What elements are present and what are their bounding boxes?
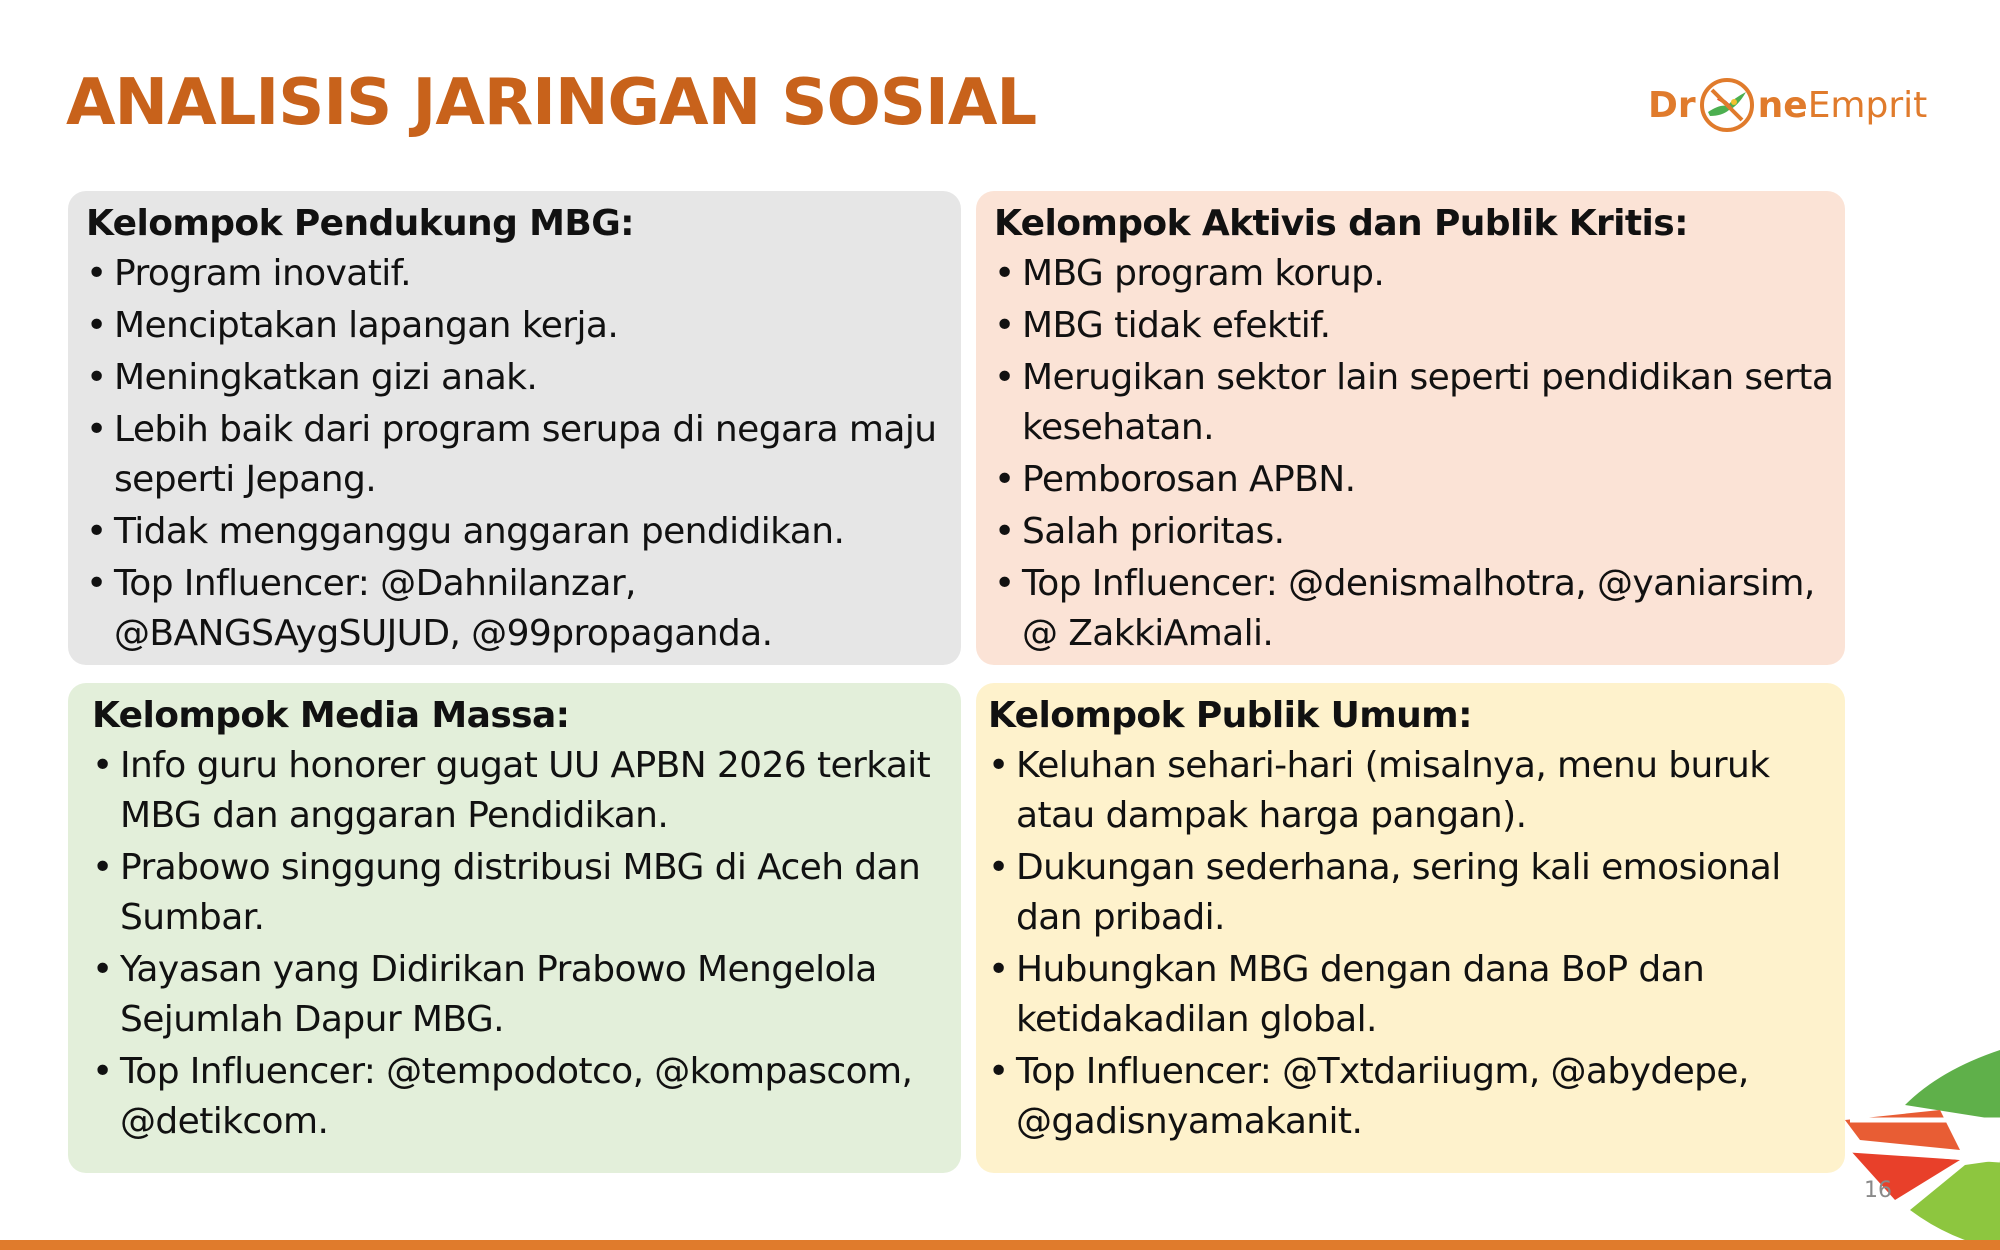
list-item: • MBG tidak efektif. [994, 301, 1839, 351]
bullet-list-public [988, 741, 1839, 1147]
list-item: • Prabowo singgung distribusi MBG di Aceh dan Sumbar. [92, 843, 955, 943]
logo-text-dr: Dr [1648, 84, 1696, 126]
list-item: • Menciptakan lapangan kerja. [86, 301, 955, 351]
card-heading-public: Kelompok Publik Umum: [988, 695, 1472, 736]
list-item: • Program inovatif. [86, 249, 955, 299]
list-item: • Top Influencer: @Dahnilanzar, @BANGSAygSUJUD, @99propaganda. [86, 559, 955, 659]
bottom-accent-bar [0, 1240, 2000, 1250]
card-heading-media: Kelompok Media Massa: [92, 695, 570, 736]
list-item: • Info guru honorer gugat UU APBN 2026 terkait MBG dan anggaran Pendidikan. [92, 741, 955, 841]
corner-decoration-icon [1840, 1050, 2000, 1250]
card-heading-activists: Kelompok Aktivis dan Publik Kritis: [994, 203, 1688, 244]
list-item: • Tidak mengganggu anggaran pendidikan. [86, 507, 955, 557]
list-item: • Salah prioritas. [994, 507, 1839, 557]
card-activists [976, 191, 1845, 665]
bullet-list-media [92, 741, 955, 1147]
bullet-list-activists [994, 249, 1839, 659]
list-item: • MBG program korup. [994, 249, 1839, 299]
list-item: • Meningkatkan gizi anak. [86, 353, 955, 403]
logo-text-emprit: Emprit [1807, 84, 1928, 126]
list-item: • Yayasan yang Didirikan Prabowo Mengelola Sejumlah Dapur MBG. [92, 945, 955, 1045]
card-heading-supporters: Kelompok Pendukung MBG: [86, 203, 634, 244]
list-item: • Lebih baik dari program serupa di negara maju seperti Jepang. [86, 405, 955, 505]
list-item: • Merugikan sektor lain seperti pendidikan serta kesehatan. [994, 353, 1839, 453]
card-media [68, 683, 961, 1173]
list-item: • Hubungkan MBG dengan dana BoP dan ketidakadilan global. [988, 945, 1839, 1045]
list-item: • Top Influencer: @Txtdariiugm, @abydepe, @gadisnyamakanit. [988, 1047, 1839, 1147]
drone-bird-icon [1698, 76, 1756, 134]
list-item: • Top Influencer: @denismalhotra, @yaniarsim, @ ZakkiAmali. [994, 559, 1839, 659]
slide-title: ANALISIS JARINGAN SOSIAL [66, 66, 1037, 140]
bullet-list-supporters [86, 249, 955, 659]
card-supporters [68, 191, 961, 665]
list-item: • Keluhan sehari-hari (misalnya, menu buruk atau dampak harga pangan). [988, 741, 1839, 841]
list-item: • Pemborosan APBN. [994, 455, 1839, 505]
list-item: • Top Influencer: @tempodotco, @kompascom, @detikcom. [92, 1047, 955, 1147]
logo-text-ne: ne [1757, 84, 1808, 126]
drone-emprit-logo [1648, 70, 1927, 140]
card-public [976, 683, 1845, 1173]
list-item: • Dukungan sederhana, sering kali emosional dan pribadi. [988, 843, 1839, 943]
page-number: 16 [1864, 1178, 1892, 1203]
